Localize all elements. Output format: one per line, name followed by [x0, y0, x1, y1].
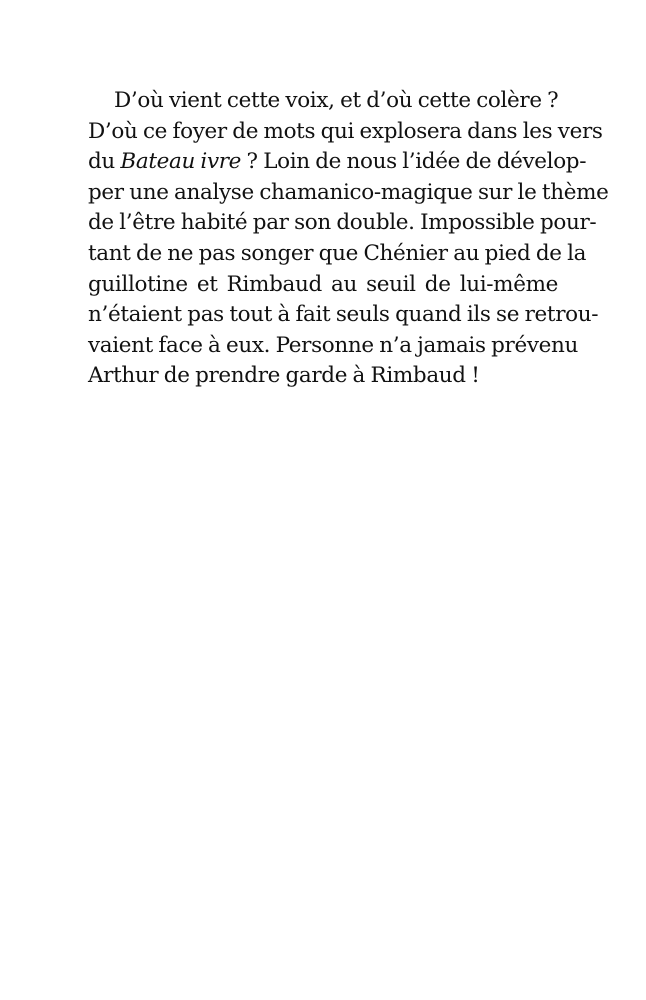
body-paragraph: [88, 86, 609, 392]
paragraph-line: [88, 147, 587, 178]
line-prefix: du: [88, 149, 115, 175]
paragraph-line: vaient face à eux. Personne n’a jamais prévenu: [88, 332, 579, 358]
paragraph-line: D’où ce foyer de mots qui explosera dans les vers: [88, 118, 603, 144]
paragraph-line: guillotine et Rimbaud au seuil de lui-même: [88, 271, 558, 297]
book-title-italic: Bateau ivre: [120, 149, 242, 175]
paragraph-line: n’étaient pas tout à fait seuls quand ils se retrou-: [88, 302, 599, 328]
paragraph-line: per une analyse chamanico-magique sur le thème: [88, 179, 609, 205]
line-rest: ? Loin de nous l’idée de dévelop-: [246, 149, 587, 175]
paragraph-line: de l’être habité par son double. Impossible pour-: [88, 210, 597, 236]
paragraph-line: tant de ne pas songer que Chénier au pied de la: [88, 240, 587, 266]
paragraph-line: D’où vient cette voix, et d’où cette colère ?: [114, 88, 559, 113]
paragraph-line: Arthur de prendre garde à Rimbaud !: [88, 363, 480, 389]
